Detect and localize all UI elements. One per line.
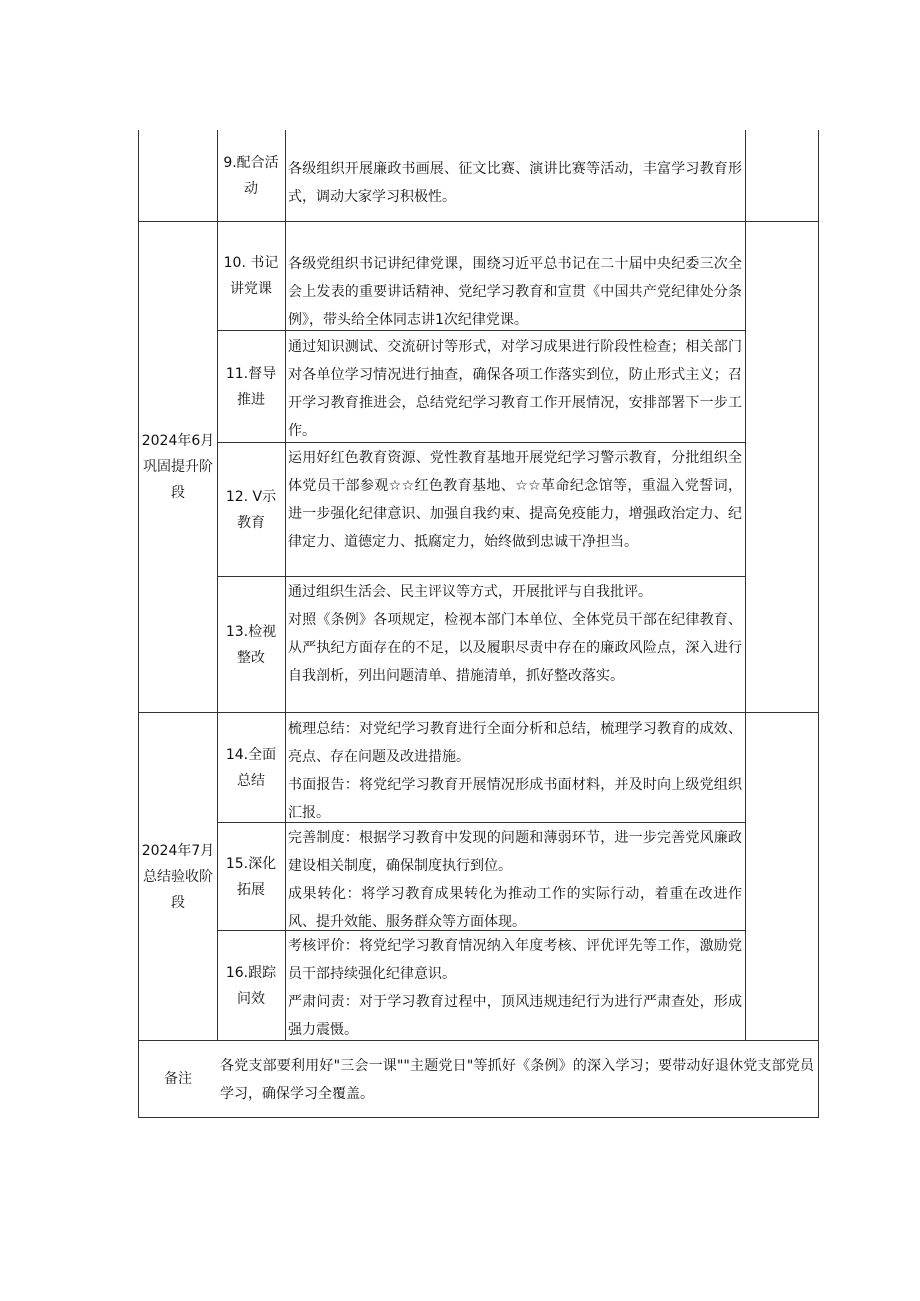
content-paragraph: 对照《条例》各项规定，检视本部门本单位、全体党员干部在纪律教育、从严执纪方面存在的不足，以及履职尽责中存在的廉政风险点，深入进行自我剖析，列出问题清单、措施清单，抓好整改落实。 — [288, 612, 742, 684]
remarks-content-cell — [220, 1052, 814, 1108]
item-cell — [223, 931, 279, 1040]
table-border-bottom — [138, 1117, 819, 1118]
content-paragraph: 运用好红色教育资源、党性教育基地开展党纪学习警示教育，分批组织全体党员干部参观☆☆红色教育基地、☆☆革命纪念馆等，重温入党誓词，进一步强化纪律意识、加强自我约束、提高免疫能力，增强政治定力、纪律定力、道德定力、抵腐定力，始终做到忠诚干净担当。 — [288, 450, 742, 550]
content-cell — [288, 578, 742, 690]
item-cell — [223, 222, 279, 330]
item-label: 13.检视整改 — [225, 623, 277, 666]
item-label: 15.深化拓展 — [225, 855, 277, 898]
content-paragraph: 完善制度：根据学习教育中发现的问题和薄弱环节，进一步完善党风廉政建设相关制度，确保制度执行到位。 — [288, 830, 742, 874]
content-cell — [288, 155, 742, 211]
remarks-label-cell — [139, 1041, 217, 1117]
content-paragraph: 各级党组织书记讲纪律党课，围绕习近平总书记在二十届中央纪委三次全会上发表的重要讲话精神、党纪学习教育和宣贯《中国共产党纪律处分条例》，带头给全体同志讲1次纪律党课。 — [288, 256, 742, 328]
column-divider-3 — [745, 130, 746, 1040]
content-paragraph: 成果转化：将学习教育成果转化为推动工作的实际行动，着重在改进作风、提升效能、服务群众等方面体现。 — [288, 886, 742, 930]
item-cell — [223, 331, 279, 442]
content-paragraph: 通过组织生活会、民主评议等方式，开展批评与自我批评。 — [288, 584, 652, 600]
item-label: 11.督导推进 — [225, 365, 277, 408]
content-paragraph: 梳理总结：对党纪学习教育进行全面分析和总结，梳理学习教育的成效、亮点、存在问题及改进措施。 — [288, 721, 742, 765]
stage-label: 2024年6月巩固提升阶段 — [141, 433, 215, 501]
remarks-text: 各党支部要利用好"三会一课""主题党日"等抓好《条例》的深入学习；要带动好退休党支部党员学习，确保学习全覆盖。 — [220, 1058, 814, 1102]
item-cell — [223, 577, 279, 712]
item-label: 12. V示教育 — [225, 488, 277, 531]
content-cell — [288, 444, 742, 556]
column-divider-2 — [285, 130, 286, 1040]
stage-cell-consolidation — [139, 222, 217, 712]
content-paragraph: 考核评价：将党纪学习教育情况纳入年度考核、评优评先等工作，激励党员干部持续强化纪律意识。 — [288, 938, 742, 982]
content-cell — [288, 932, 742, 1044]
content-cell — [288, 824, 742, 936]
content-paragraph: 书面报告：将党纪学习教育开展情况形成书面材料，并及时向上级党组织汇报。 — [288, 777, 742, 821]
item-cell — [223, 443, 279, 576]
content-paragraph: 通过知识测试、交流研讨等形式，对学习成果进行阶段性检查；相关部门对各单位学习情况进行抽查，确保各项工作落实到位，防止形式主义；召开学习教育推进会，总结党纪学习教育工作开展情况，安排部署下一步工作。 — [288, 339, 742, 439]
row-divider — [217, 576, 746, 577]
item-label: 14.全面总结 — [225, 746, 277, 789]
item-label: 9.配合活动 — [223, 154, 279, 197]
item-cell — [223, 823, 279, 930]
table-border-right — [818, 130, 819, 1118]
item-label: 10. 书记讲党课 — [223, 255, 279, 297]
item-cell — [223, 713, 279, 822]
stage-cell-summary — [139, 713, 217, 1040]
remarks-label: 备注 — [164, 1071, 192, 1087]
column-divider-1 — [217, 130, 218, 1040]
content-cell — [288, 250, 742, 334]
item-label: 16.跟踪问效 — [225, 964, 277, 1007]
content-cell — [288, 333, 742, 445]
stage-label: 2024年7月总结验收阶段 — [141, 842, 215, 911]
content-paragraph: 各级组织开展廉政书画展、征文比赛、演讲比赛等活动，丰富学习教育形式，调动大家学习积极性。 — [288, 161, 742, 205]
item-cell — [223, 130, 279, 221]
content-paragraph: 严肃问责：对于学习教育过程中，顶风违规违纪行为进行严肃查处，形成强力震慑。 — [288, 994, 742, 1038]
content-cell — [288, 715, 742, 827]
